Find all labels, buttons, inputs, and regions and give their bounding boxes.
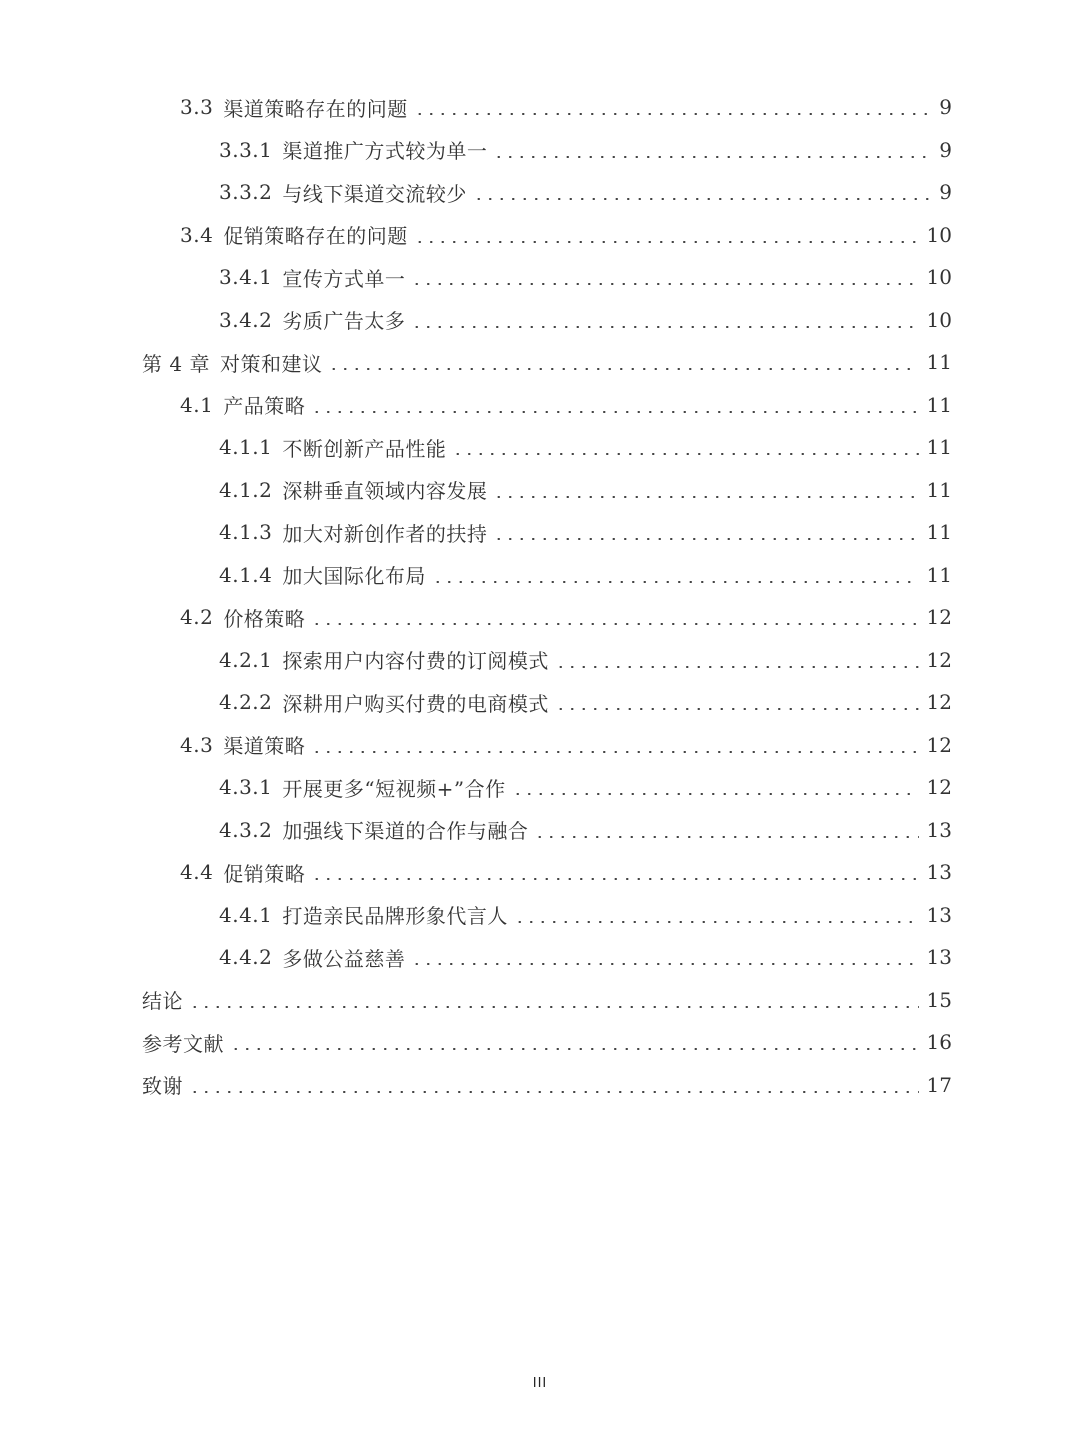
toc-entry-title: 参考文献 bbox=[142, 1031, 224, 1056]
toc-entry-page: 11 bbox=[926, 562, 952, 587]
toc-entry-number: 4.1.2 bbox=[219, 477, 273, 502]
toc-entry-number: 4.4.2 bbox=[219, 945, 273, 970]
dot-leader bbox=[452, 453, 918, 455]
toc-entry[interactable] bbox=[180, 851, 952, 894]
toc-entry-number: 4.4 bbox=[180, 860, 214, 885]
toc-entry-page: 11 bbox=[926, 477, 952, 502]
toc-entry-number: 第 4 章 bbox=[142, 351, 210, 376]
toc-entry[interactable] bbox=[219, 936, 952, 979]
toc-entry-number: 4.3.1 bbox=[219, 775, 273, 800]
dot-leader bbox=[534, 836, 918, 838]
toc-entry-number: 4.3.2 bbox=[219, 817, 273, 842]
toc-entry-page: 12 bbox=[926, 775, 952, 800]
toc-entry-page: 13 bbox=[926, 860, 952, 885]
toc-entry[interactable] bbox=[219, 766, 952, 809]
dot-leader bbox=[311, 411, 918, 413]
toc-entry-page: 9 bbox=[939, 95, 952, 120]
toc-entry[interactable] bbox=[180, 214, 952, 257]
toc-entry[interactable] bbox=[219, 469, 952, 512]
table-of-contents bbox=[0, 86, 1080, 1106]
dot-leader bbox=[555, 666, 919, 668]
toc-entry[interactable] bbox=[180, 86, 952, 129]
dot-leader bbox=[411, 326, 918, 328]
toc-entry-number: 4.1 bbox=[180, 392, 214, 417]
toc-entry[interactable] bbox=[219, 129, 952, 172]
toc-entry[interactable] bbox=[180, 596, 952, 639]
toc-entry[interactable] bbox=[219, 809, 952, 852]
toc-entry-number: 4.1.4 bbox=[219, 562, 273, 587]
toc-entry-page: 10 bbox=[926, 222, 952, 247]
toc-entry-title: 致谢 bbox=[142, 1074, 183, 1099]
toc-entry-page: 12 bbox=[926, 690, 952, 715]
toc-entry-title: 产品策略 bbox=[223, 394, 306, 419]
toc-entry-number: 4.1.1 bbox=[219, 435, 273, 460]
toc-entry[interactable] bbox=[142, 1021, 952, 1064]
toc-entry-page: 13 bbox=[926, 902, 952, 927]
dot-leader bbox=[230, 1048, 919, 1050]
toc-entry-title: 劣质广告太多 bbox=[282, 309, 406, 334]
dot-leader bbox=[473, 198, 930, 200]
toc-entry-page: 10 bbox=[926, 307, 952, 332]
toc-entry[interactable] bbox=[142, 341, 952, 384]
toc-entry-title: 渠道策略 bbox=[223, 734, 306, 759]
toc-entry-number: 3.4 bbox=[180, 222, 214, 247]
toc-entry[interactable] bbox=[219, 256, 952, 299]
toc-entry-page: 9 bbox=[939, 137, 952, 162]
toc-entry-page: 9 bbox=[939, 180, 952, 205]
dot-leader bbox=[512, 793, 919, 795]
dot-leader bbox=[411, 963, 918, 965]
toc-entry-page: 17 bbox=[926, 1072, 952, 1097]
toc-entry-page: 11 bbox=[926, 520, 952, 545]
toc-entry-page: 12 bbox=[926, 605, 952, 630]
toc-entry-number: 3.3.1 bbox=[219, 137, 273, 162]
dot-leader bbox=[189, 1006, 919, 1008]
dot-leader bbox=[493, 156, 930, 158]
dot-leader bbox=[432, 581, 919, 583]
dot-leader bbox=[414, 241, 919, 243]
toc-entry-title: 加强线下渠道的合作与融合 bbox=[282, 819, 529, 844]
toc-entry[interactable] bbox=[219, 299, 952, 342]
dot-leader bbox=[493, 496, 918, 498]
toc-entry[interactable] bbox=[219, 511, 952, 554]
toc-entry-title: 结论 bbox=[142, 989, 183, 1014]
dot-leader bbox=[189, 1091, 919, 1093]
toc-entry-page: 11 bbox=[926, 392, 952, 417]
toc-entry[interactable] bbox=[180, 724, 952, 767]
toc-entry-number: 4.2 bbox=[180, 605, 214, 630]
toc-entry-title: 探索用户内容付费的订阅模式 bbox=[282, 649, 549, 674]
toc-entry-number: 4.3 bbox=[180, 732, 214, 757]
dot-leader bbox=[311, 623, 918, 625]
dot-leader bbox=[514, 921, 919, 923]
toc-entry-number: 4.4.1 bbox=[219, 902, 273, 927]
dot-leader bbox=[414, 113, 930, 115]
toc-entry-page: 10 bbox=[926, 265, 952, 290]
page-number: III bbox=[532, 1376, 548, 1391]
toc-entry-page: 15 bbox=[926, 987, 952, 1012]
toc-entry-title: 促销策略 bbox=[223, 861, 306, 886]
toc-entry-title: 渠道策略存在的问题 bbox=[223, 96, 408, 121]
toc-entry-title: 对策和建议 bbox=[219, 351, 323, 376]
dot-leader bbox=[493, 538, 918, 540]
toc-entry[interactable] bbox=[219, 171, 952, 214]
toc-entry-title: 促销策略存在的问题 bbox=[223, 224, 408, 249]
toc-entry-title: 价格策略 bbox=[223, 606, 306, 631]
toc-entry-title: 与线下渠道交流较少 bbox=[282, 181, 467, 206]
dot-leader bbox=[311, 878, 918, 880]
toc-entry[interactable] bbox=[219, 681, 952, 724]
toc-entry-number: 4.2.1 bbox=[219, 647, 273, 672]
toc-entry[interactable] bbox=[219, 426, 952, 469]
toc-entry-page: 12 bbox=[926, 732, 952, 757]
toc-entry-title: 深耕用户购买付费的电商模式 bbox=[282, 691, 549, 716]
toc-entry-number: 4.2.2 bbox=[219, 690, 273, 715]
toc-entry-number: 3.4.1 bbox=[219, 265, 273, 290]
dot-leader bbox=[311, 751, 918, 753]
toc-entry-number: 3.4.2 bbox=[219, 307, 273, 332]
toc-entry[interactable] bbox=[142, 979, 952, 1022]
toc-entry-page: 12 bbox=[926, 647, 952, 672]
toc-entry[interactable] bbox=[219, 554, 952, 597]
toc-entry-number: 3.3 bbox=[180, 95, 214, 120]
toc-entry[interactable] bbox=[219, 894, 952, 937]
toc-entry-title: 宣传方式单一 bbox=[282, 266, 406, 291]
toc-entry[interactable] bbox=[219, 639, 952, 682]
toc-entry-number: 4.1.3 bbox=[219, 520, 273, 545]
toc-entry-page: 11 bbox=[926, 435, 952, 460]
dot-leader bbox=[328, 368, 918, 370]
toc-entry-title: 加大对新创作者的扶持 bbox=[282, 521, 488, 546]
toc-entry-number: 3.3.2 bbox=[219, 180, 273, 205]
toc-entry-title: 不断创新产品性能 bbox=[282, 436, 447, 461]
toc-entry-title: 打造亲民品牌形象代言人 bbox=[282, 904, 508, 929]
toc-entry-page: 16 bbox=[926, 1030, 952, 1055]
toc-entry-page: 11 bbox=[926, 350, 952, 375]
toc-entry-title: 深耕垂直领域内容发展 bbox=[282, 479, 488, 504]
toc-entry-page: 13 bbox=[926, 817, 952, 842]
dot-leader bbox=[555, 708, 919, 710]
toc-entry[interactable] bbox=[142, 1064, 952, 1107]
toc-entry-title: 渠道推广方式较为单一 bbox=[282, 139, 488, 164]
toc-entry-title: 多做公益慈善 bbox=[282, 946, 406, 971]
toc-entry-title: 加大国际化布局 bbox=[282, 564, 426, 589]
toc-entry[interactable] bbox=[180, 384, 952, 427]
toc-entry-title: 开展更多“短视频+”合作 bbox=[282, 776, 506, 801]
toc-entry-page: 13 bbox=[926, 945, 952, 970]
dot-leader bbox=[411, 283, 918, 285]
